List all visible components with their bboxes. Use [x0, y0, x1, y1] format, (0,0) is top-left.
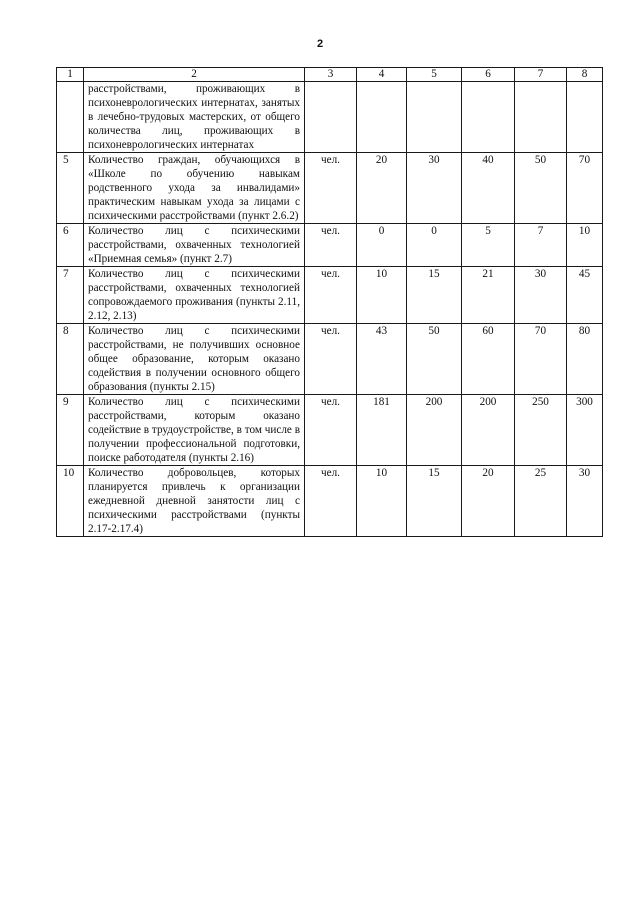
table-row [57, 466, 603, 537]
value-cell: 7 [515, 224, 567, 267]
value-cell: 30 [567, 466, 603, 537]
indicator-description: Количество лиц с психическими расстройствами, охваченных технологией «Приемная семья» (пункт 2.7) [84, 224, 305, 267]
unit-cell: чел. [305, 466, 357, 537]
column-header-row [57, 68, 603, 82]
row-number: 5 [57, 153, 84, 224]
unit-cell: чел. [305, 267, 357, 324]
page-number: 2 [316, 38, 324, 50]
unit-cell: чел. [305, 153, 357, 224]
value-cell: 43 [357, 324, 407, 395]
value-cell: 30 [515, 267, 567, 324]
row-number: 9 [57, 395, 84, 466]
table-row [57, 153, 603, 224]
value-cell: 40 [462, 153, 515, 224]
value-cell: 15 [407, 466, 462, 537]
indicator-description: Количество добровольцев, которых планируется привлечь к организации ежедневной дневной занятости лиц с психическими расстройствами (пункты 2.17-2.17.4) [84, 466, 305, 537]
value-cell [357, 82, 407, 153]
value-cell: 10 [567, 224, 603, 267]
value-cell: 5 [462, 224, 515, 267]
value-cell [407, 82, 462, 153]
table-row [57, 395, 603, 466]
value-cell: 50 [515, 153, 567, 224]
value-cell: 45 [567, 267, 603, 324]
column-header: 3 [305, 68, 357, 82]
indicators-table [56, 67, 603, 537]
value-cell: 70 [515, 324, 567, 395]
unit-cell [305, 82, 357, 153]
value-cell: 30 [407, 153, 462, 224]
value-cell: 200 [462, 395, 515, 466]
table-row [57, 224, 603, 267]
value-cell: 10 [357, 267, 407, 324]
value-cell: 60 [462, 324, 515, 395]
value-cell: 20 [357, 153, 407, 224]
unit-cell: чел. [305, 324, 357, 395]
column-header: 7 [515, 68, 567, 82]
value-cell [462, 82, 515, 153]
row-number: 6 [57, 224, 84, 267]
value-cell: 0 [407, 224, 462, 267]
value-cell: 15 [407, 267, 462, 324]
table-row [57, 324, 603, 395]
row-number [57, 82, 84, 153]
value-cell: 80 [567, 324, 603, 395]
table-row [57, 267, 603, 324]
unit-cell: чел. [305, 395, 357, 466]
column-header: 1 [57, 68, 84, 82]
row-number: 8 [57, 324, 84, 395]
value-cell [567, 82, 603, 153]
value-cell [515, 82, 567, 153]
value-cell: 0 [357, 224, 407, 267]
row-number: 10 [57, 466, 84, 537]
indicator-description: Количество лиц с психическими расстройствами, не получивших основное общее образование, которым оказано содействия в получении основного общего образования (пункты 2.15) [84, 324, 305, 395]
value-cell: 70 [567, 153, 603, 224]
value-cell: 20 [462, 466, 515, 537]
value-cell: 21 [462, 267, 515, 324]
column-header: 8 [567, 68, 603, 82]
unit-cell: чел. [305, 224, 357, 267]
row-number: 7 [57, 267, 84, 324]
column-header: 4 [357, 68, 407, 82]
indicator-description: Количество лиц с психическими расстройствами, охваченных технологией сопровождаемого проживания (пункты 2.11, 2.12, 2.13) [84, 267, 305, 324]
indicator-description: Количество лиц с психическими расстройствами, которым оказано содействие в трудоустройстве, в том числе в получении профессиональной подготовки, поиске работодателя (пункты 2.16) [84, 395, 305, 466]
value-cell: 181 [357, 395, 407, 466]
table-row [57, 82, 603, 153]
column-header: 5 [407, 68, 462, 82]
column-header: 2 [84, 68, 305, 82]
column-header: 6 [462, 68, 515, 82]
value-cell: 200 [407, 395, 462, 466]
indicator-description: расстройствами, проживающих в психоневрологических интернатах, занятых в лечебно-трудовых мастерских, от общего количества лиц, проживающих в психоневрологических интернатах [84, 82, 305, 153]
indicator-description: Количество граждан, обучающихся в «Школе по обучению навыкам родственного ухода за инвалидами» практическим навыкам ухода за лицами с психическими расстройствами (пункт 2.6.2) [84, 153, 305, 224]
value-cell: 50 [407, 324, 462, 395]
value-cell: 300 [567, 395, 603, 466]
value-cell: 250 [515, 395, 567, 466]
value-cell: 10 [357, 466, 407, 537]
value-cell: 25 [515, 466, 567, 537]
